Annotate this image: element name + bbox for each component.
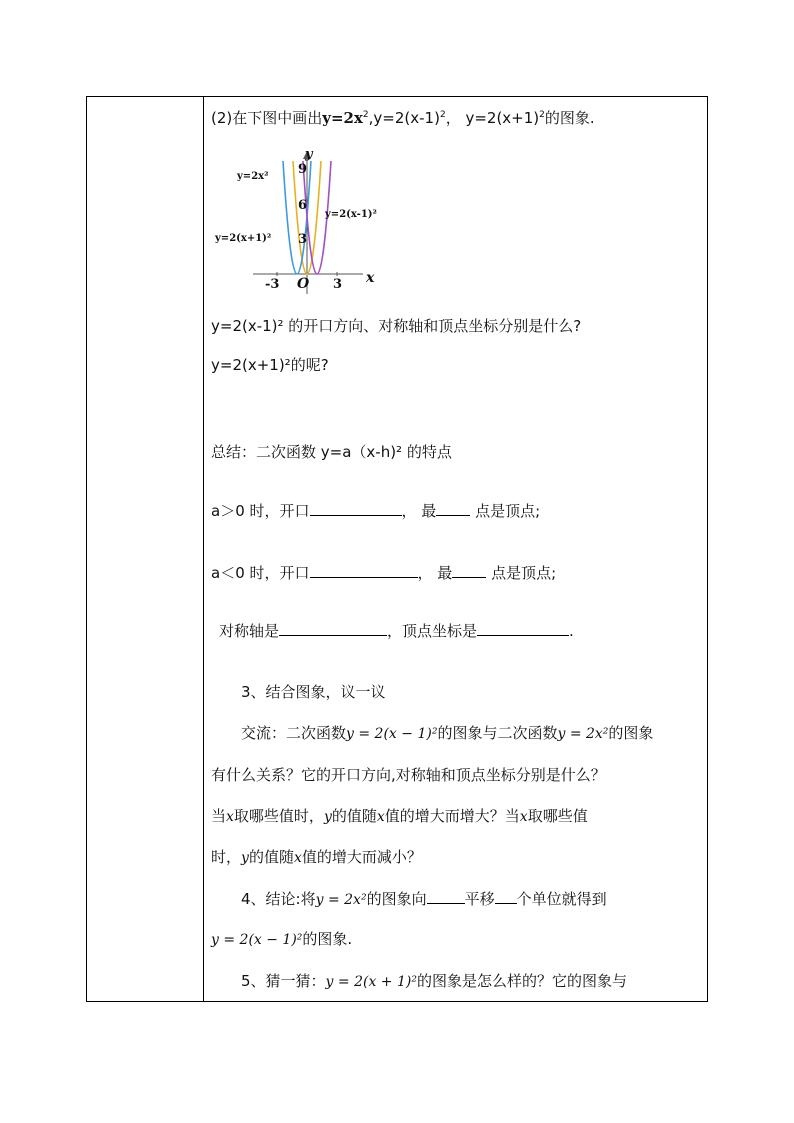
- section-3-title: 3、结合图象，议一议: [241, 683, 386, 701]
- blank: [279, 621, 387, 636]
- summary-negative-a: a＜0 时，开口 ， 最 点是顶点;: [211, 564, 557, 582]
- tick-y-6: 6: [298, 198, 308, 213]
- section-4-line-2: y = 2(x − 1)²的图象.: [211, 930, 353, 948]
- part2-prompt: (2)在下图中画出$y=2x^2,y=2(x-1)^2$， $y=2(x+1)^2$的图象.: [211, 109, 595, 127]
- lesson-table: [86, 96, 708, 1002]
- tick-x-3: 3: [333, 277, 343, 292]
- section-5-line-1: 5、猜一猜：y = 2(x + 1)²的图象是怎么样的？它的图象与: [241, 972, 627, 990]
- summary-positive-a: a＞0 时，开口 ， 最 点是顶点;: [211, 502, 541, 520]
- content-cell: [205, 97, 707, 1001]
- label-2x-plus-1: y=2(x+1)²: [215, 233, 272, 244]
- x-axis-label: x: [366, 270, 375, 286]
- question-2: y=2(x+1)²的呢?: [211, 356, 329, 374]
- column-divider: [203, 97, 204, 1001]
- summary-axis-vertex: 对称轴是 ，顶点坐标是 .: [219, 622, 574, 640]
- summary-title: 总结：二次函数 y=a（x-h)² 的特点: [211, 443, 452, 461]
- section-3-line-1: 交流：二次函数y = 2(x − 1)²的图象与二次函数y = 2x²的图象: [241, 724, 654, 742]
- tick-x-neg3: -3: [265, 277, 280, 292]
- label-2x-minus-1: y=2(x-1)²: [325, 209, 377, 220]
- section-3-line-4: 时，y的值随x值的增大而减小？: [211, 848, 422, 866]
- blank: [495, 889, 517, 904]
- blank: [477, 621, 569, 636]
- blank: [452, 563, 486, 578]
- blank: [310, 563, 418, 578]
- section-3-line-3: 当x取哪些值时，y的值随x值的增大而增大？当x取哪些值: [211, 807, 588, 825]
- tick-y-9: 9: [298, 162, 308, 177]
- parabola-graph: [213, 149, 383, 297]
- section-3-line-2: 有什么关系？它的开口方向,对称轴和顶点坐标分别是什么？: [211, 766, 606, 784]
- blank: [310, 501, 402, 516]
- tick-y-3: 3: [298, 232, 308, 247]
- question-1: y=2(x-1)² 的开口方向、对称轴和顶点坐标分别是什么?: [211, 317, 582, 335]
- label-2x2: y=2x²: [237, 171, 269, 182]
- section-4-line-1: 4、结论:将y = 2x²的图象向 平移 个单位就得到: [241, 890, 607, 908]
- y-axis-label: y: [305, 149, 313, 162]
- blank: [436, 501, 470, 516]
- blank: [427, 889, 465, 904]
- origin-label: O: [297, 276, 310, 292]
